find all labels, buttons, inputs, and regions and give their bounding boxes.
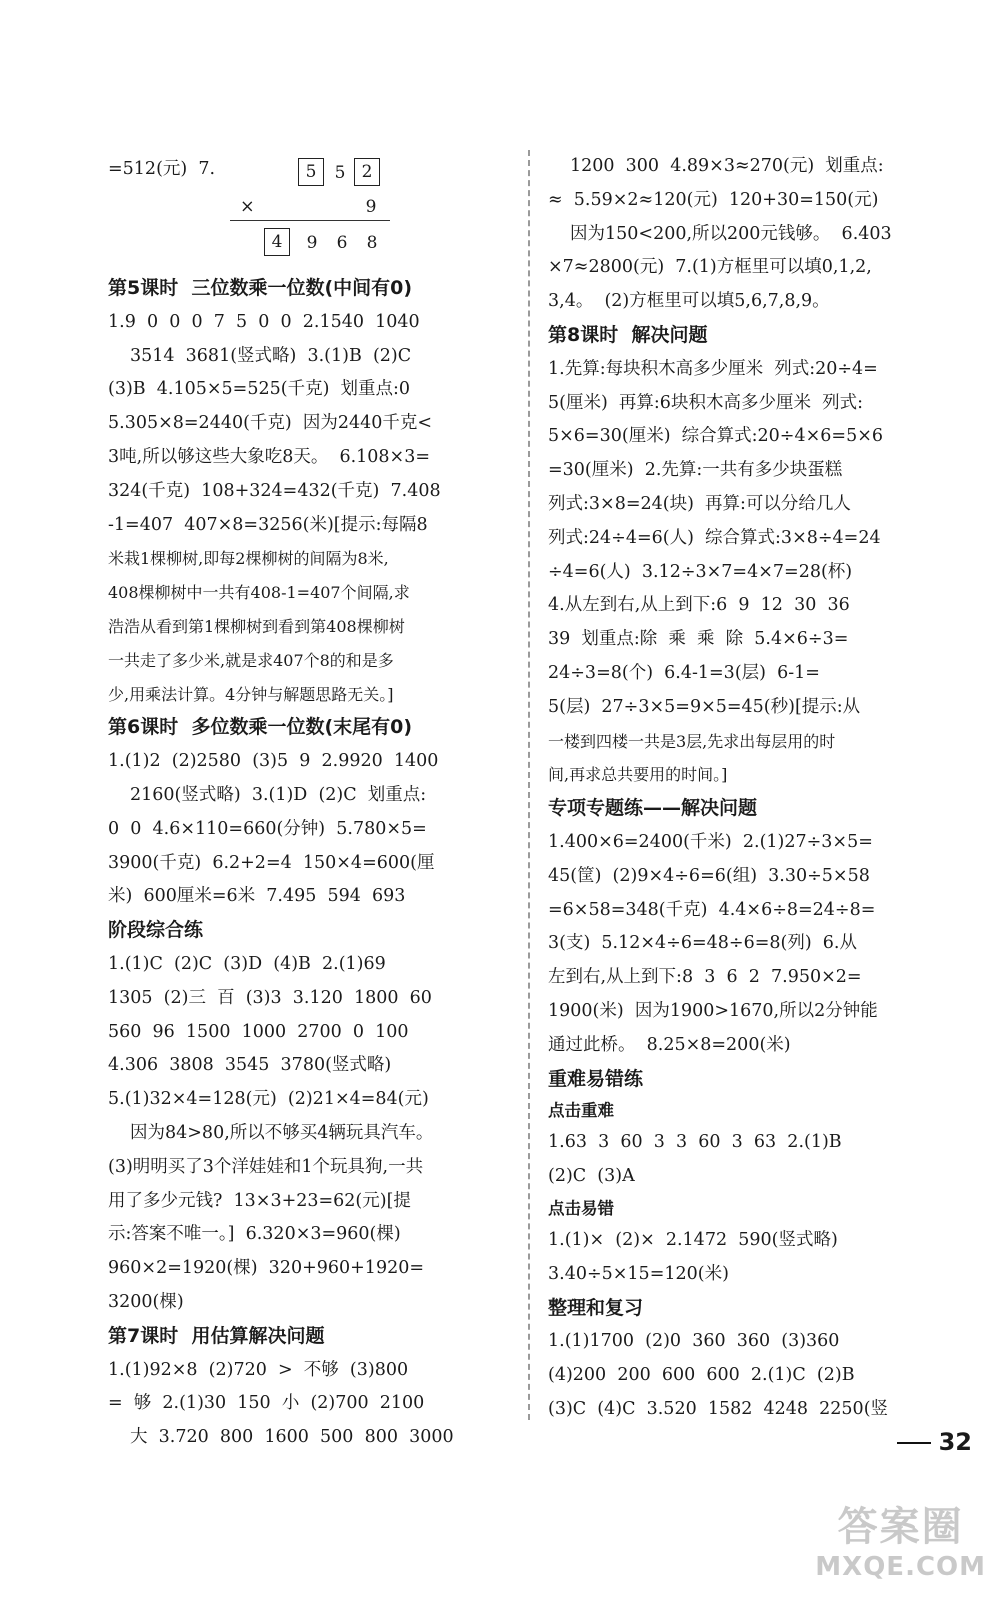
right-section-heading: 专项专题练——解决问题 bbox=[548, 797, 758, 820]
right-text-line: 4.从左到右,从上到下:6 9 12 30 36 bbox=[548, 595, 850, 616]
left-hint-line: 米栽1棵柳树,即每2棵柳树的间隔为8米, bbox=[108, 549, 389, 569]
right-text-line: 3,4。 (2)方框里可以填5,6,7,8,9。 bbox=[548, 291, 830, 312]
right-text-line: ÷4=6(人) 3.12÷3×7=4×7=28(杯) bbox=[548, 561, 853, 582]
left-hint-line: 一共走了多少米,就是求407个8的和是多 bbox=[108, 650, 394, 670]
figure-rule bbox=[230, 220, 390, 221]
left-section-heading: 第6课时 多位数乘一位数(末尾有0) bbox=[108, 716, 413, 739]
watermark-title: 答案圈 bbox=[837, 1504, 964, 1550]
page-number-text: 32 bbox=[938, 1428, 972, 1456]
right-text-line: 1200 300 4.89×3≈270(元) 划重点: bbox=[570, 156, 884, 176]
right-text-line: 5(层) 27÷3×5=9×5=45(秒)[提示:从 bbox=[548, 696, 861, 717]
left-text-line: 1.(1)2 (2)2580 (3)5 9 2.9920 1400 bbox=[108, 751, 439, 772]
left-text-line: 5.(1)32×4=128(元) (2)21×4=84(元) bbox=[108, 1089, 429, 1110]
column-divider bbox=[528, 150, 530, 1420]
watermark-logo bbox=[815, 1495, 986, 1582]
left-text-line: 3514 3681(竖式略) 3.(1)B (2)C bbox=[130, 345, 412, 366]
right-text-line: 24÷3=8(个) 6.4-1=3(层) 6-1= bbox=[548, 662, 820, 683]
left-text-line: 3200(棵) bbox=[108, 1291, 184, 1312]
left-section-heading: 阶段综合练 bbox=[108, 919, 204, 942]
left-column-lines bbox=[108, 272, 508, 1455]
right-text-line: ×7≈2800(元) 7.(1)方框里可以填0,1,2, bbox=[548, 257, 872, 278]
left-text-line: 1.9 0 0 0 7 5 0 0 2.1540 1040 bbox=[108, 311, 420, 332]
left-text-line: 0 0 4.6×110=660(分钟) 5.780×5= bbox=[108, 818, 427, 839]
boxed-digit: 5 bbox=[298, 158, 324, 186]
left-text-line: 960×2=1920(棵) 320+960+1920= bbox=[108, 1258, 425, 1279]
left-hint-line: 408棵柳树中一共有408-1=407个间隔,求 bbox=[108, 583, 410, 603]
left-text-line: 4.306 3808 3545 3780(竖式略) bbox=[108, 1055, 392, 1076]
left-text-line: 示:答案不唯一。] 6.320×3=960(棵) bbox=[108, 1224, 401, 1245]
right-text-line: 1.400×6=2400(千米) 2.(1)27÷3×5= bbox=[548, 831, 873, 852]
right-text-line: =30(厘米) 2.先算:一共有多少块蛋糕 bbox=[548, 460, 843, 481]
right-text-line: 1.先算:每块积木高多少厘米 列式:20÷4= bbox=[548, 358, 878, 379]
left-section-heading: 第7课时 用估算解决问题 bbox=[108, 1324, 325, 1347]
left-text-line: = 够 2.(1)30 150 小 (2)700 2100 bbox=[108, 1393, 425, 1414]
right-text-line: 列式:24÷4=6(人) 综合算式:3×8÷4=24 bbox=[548, 527, 881, 548]
left-text-line: 560 96 1500 1000 2700 0 100 bbox=[108, 1021, 409, 1042]
left-text-line: 大 3.720 800 1600 500 800 3000 bbox=[130, 1427, 454, 1448]
left-text-line: 2160(竖式略) 3.(1)D (2)C 划重点: bbox=[130, 784, 427, 805]
right-text-line: 1.(1)1700 (2)0 360 360 (3)360 bbox=[548, 1331, 840, 1352]
left-text-line: 1.(1)C (2)C (3)D (4)B 2.(1)69 bbox=[108, 953, 386, 974]
right-text-line: ≈ 5.59×2≈120(元) 120+30=150(元) bbox=[548, 189, 879, 210]
left-text-line: -1=407 407×8=3256(米)[提示:每隔8 bbox=[108, 514, 428, 535]
right-hint-line: 一楼到四楼一共是3层,先求出每层用的时 bbox=[548, 731, 836, 751]
left-text-line: 米) 600厘米=6米 7.495 594 693 bbox=[108, 886, 406, 907]
right-column bbox=[548, 150, 948, 1427]
left-text-line: 因为84>80,所以不够买4辆玩具汽车。 bbox=[130, 1122, 434, 1143]
left-text-line: 3吨,所以够这些大象吃8天。 6.108×3= bbox=[108, 446, 431, 467]
right-text-line: 45(筐) (2)9×4÷6=6(组) 3.30÷5×58 bbox=[548, 865, 870, 886]
right-text-line: 因为150<200,所以200元钱够。 6.403 bbox=[570, 223, 892, 244]
left-column bbox=[108, 150, 508, 1455]
right-text-line: 左到右,从上到下:8 3 6 2 7.950×2= bbox=[548, 967, 862, 988]
right-text-line: (2)C (3)A bbox=[548, 1166, 635, 1187]
right-text-line: 1900(米) 因为1900>1670,所以2分钟能 bbox=[548, 1000, 878, 1021]
left-text-line: 1.(1)92×8 (2)720 > 不够 (3)800 bbox=[108, 1359, 409, 1380]
boxed-digit: 4 bbox=[264, 228, 290, 256]
left-hint-line: 少,用乘法计算。4分钟与解题思路无关。] bbox=[108, 684, 394, 704]
left-text-line: 3900(千克) 6.2+2=4 150×4=600(厘 bbox=[108, 852, 435, 873]
right-text-line: 列式:3×8=24(块) 再算:可以分给几人 bbox=[548, 493, 851, 514]
right-subheading: 点击易错 bbox=[548, 1198, 614, 1218]
right-text-line: 1.63 3 60 3 3 60 3 63 2.(1)B bbox=[548, 1132, 842, 1153]
left-text-line: 1305 (2)三 百 (3)3 3.120 1800 60 bbox=[108, 987, 432, 1008]
left-text-line: 324(千克) 108+324=432(千克) 7.408 bbox=[108, 480, 441, 501]
left-text-line: (3)明明买了3个洋娃娃和1个玩具狗,一共 bbox=[108, 1156, 424, 1177]
right-text-line: (4)200 200 600 600 2.(1)C (2)B bbox=[548, 1365, 855, 1386]
right-text-line: =6×58=348(千克) 4.4×6÷8=24÷8= bbox=[548, 899, 876, 920]
page-number-dash bbox=[897, 1442, 931, 1444]
left-text-line: 5.305×8=2440(千克) 因为2440千克< bbox=[108, 413, 433, 434]
right-text-line: 通过此桥。 8.25×8=200(米) bbox=[548, 1034, 791, 1055]
right-column-lines bbox=[548, 150, 948, 1427]
multiplication-figure bbox=[108, 150, 508, 272]
right-text-line: 5×6=30(厘米) 综合算式:20÷4×6=5×6 bbox=[548, 426, 883, 447]
left-section-heading: 第5课时 三位数乘一位数(中间有0) bbox=[108, 277, 413, 299]
result-digit: 8 bbox=[366, 233, 378, 253]
right-text-line: 3(支) 5.12×4÷6=48÷6=8(列) 6.从 bbox=[548, 933, 857, 954]
left-text-line: (3)B 4.105×5=525(千克) 划重点:0 bbox=[108, 379, 411, 400]
watermark-url: MXQE.COM bbox=[815, 1552, 986, 1582]
right-text-line: (3)C (4)C 3.520 1582 4248 2250(竖 bbox=[548, 1398, 889, 1419]
result-digit: 6 bbox=[336, 233, 348, 253]
left-text-line: 用了多少元钱? 13×3+23=62(元)[提 bbox=[108, 1190, 411, 1211]
figure-line-prefix: =512(元) 7. bbox=[108, 159, 216, 179]
right-section-heading: 第8课时 解决问题 bbox=[548, 323, 708, 346]
multiplier-digit: 9 bbox=[365, 197, 377, 217]
right-hint-line: 间,再求总共要用的时间。] bbox=[548, 765, 728, 785]
boxed-digit: 2 bbox=[354, 158, 380, 186]
right-section-heading: 整理和复习 bbox=[548, 1296, 644, 1319]
right-section-heading: 重难易错练 bbox=[548, 1067, 644, 1090]
plain-digit: 5 bbox=[334, 163, 346, 183]
result-digit: 9 bbox=[306, 233, 318, 253]
right-text-line: 3.40÷5×15=120(米) bbox=[548, 1263, 729, 1284]
times-sign: × bbox=[240, 197, 255, 217]
right-text-line: 39 划重点:除 乘 乘 除 5.4×6÷3= bbox=[548, 629, 849, 650]
right-subheading: 点击重难 bbox=[548, 1101, 614, 1121]
right-text-line: 1.(1)× (2)× 2.1472 590(竖式略) bbox=[548, 1229, 838, 1250]
left-hint-line: 浩浩从看到第1棵柳树到看到第408棵柳树 bbox=[108, 616, 405, 636]
right-text-line: 5(厘米) 再算:6块积木高多少厘米 列式: bbox=[548, 392, 863, 413]
page-number bbox=[897, 1428, 972, 1456]
